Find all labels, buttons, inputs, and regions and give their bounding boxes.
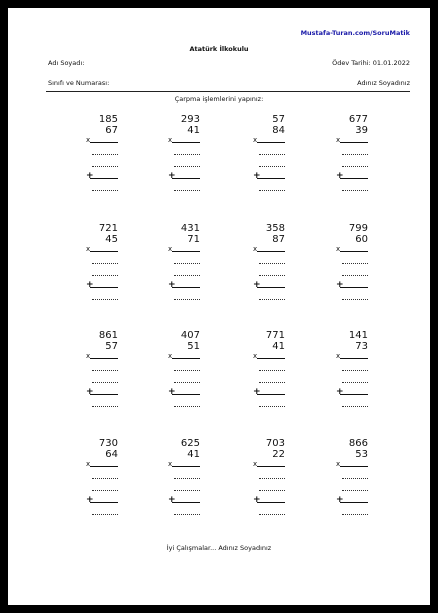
multiply-sign: x	[336, 460, 341, 468]
partial-product-line[interactable]	[342, 382, 368, 383]
multiply-sign: x	[336, 245, 341, 253]
partial-product-line[interactable]	[174, 370, 200, 371]
sum-line	[257, 178, 285, 179]
multiplier: 87	[272, 234, 285, 245]
multiplier: 73	[355, 341, 368, 352]
answer-line	[90, 251, 118, 252]
multiplicand: 293	[180, 114, 200, 125]
plus-sign: +	[253, 495, 261, 505]
homework-date: Ödev Tarihi: 01.01.2022	[332, 59, 410, 67]
partial-product-line[interactable]	[92, 154, 118, 155]
plus-sign: +	[336, 171, 344, 181]
sum-line	[90, 394, 118, 395]
multiplication-problem	[336, 114, 368, 214]
result-line[interactable]	[259, 190, 285, 191]
answer-line	[340, 466, 368, 467]
multiply-sign: x	[86, 352, 91, 360]
multiply-sign: x	[336, 352, 341, 360]
sum-line	[172, 287, 200, 288]
plus-sign: +	[86, 387, 94, 397]
result-line[interactable]	[342, 514, 368, 515]
header-divider	[46, 91, 410, 92]
multiply-sign: x	[336, 136, 341, 144]
sum-line	[257, 394, 285, 395]
multiplicand: 407	[180, 330, 200, 341]
multiplication-problem	[253, 114, 285, 214]
multiplicand: 861	[98, 330, 118, 341]
multiplier: 39	[355, 125, 368, 136]
answer-line	[340, 251, 368, 252]
plus-sign: +	[86, 171, 94, 181]
multiplication-problem	[168, 114, 200, 214]
multiplier: 67	[105, 125, 118, 136]
partial-product-line[interactable]	[92, 478, 118, 479]
partial-product-line[interactable]	[92, 370, 118, 371]
result-line[interactable]	[174, 299, 200, 300]
multiplicand: 799	[348, 223, 368, 234]
plus-sign: +	[168, 495, 176, 505]
multiplicand: 141	[348, 330, 368, 341]
multiplier: 22	[272, 449, 285, 460]
partial-product-line[interactable]	[259, 478, 285, 479]
multiplier: 60	[355, 234, 368, 245]
multiplication-problem	[336, 330, 368, 430]
partial-product-line[interactable]	[174, 166, 200, 167]
multiplier: 71	[187, 234, 200, 245]
plus-sign: +	[336, 280, 344, 290]
answer-line	[172, 466, 200, 467]
multiplication-problem	[253, 438, 285, 538]
multiply-sign: x	[253, 460, 258, 468]
sum-line	[172, 178, 200, 179]
instruction-text: Çarpma işlemlerini yapınız:	[174, 95, 264, 103]
plus-sign: +	[86, 495, 94, 505]
answer-line	[257, 251, 285, 252]
partial-product-line[interactable]	[342, 166, 368, 167]
sum-line	[340, 394, 368, 395]
multiply-sign: x	[168, 352, 173, 360]
multiplier: 41	[187, 449, 200, 460]
sum-line	[257, 502, 285, 503]
sum-line	[90, 502, 118, 503]
partial-product-line[interactable]	[259, 370, 285, 371]
multiply-sign: x	[253, 245, 258, 253]
partial-product-line[interactable]	[174, 478, 200, 479]
result-line[interactable]	[342, 406, 368, 407]
result-line[interactable]	[259, 406, 285, 407]
worksheet-page	[8, 8, 430, 605]
multiply-sign: x	[253, 352, 258, 360]
sum-line	[172, 502, 200, 503]
partial-product-line[interactable]	[174, 275, 200, 276]
multiplier: 57	[105, 341, 118, 352]
result-line[interactable]	[174, 514, 200, 515]
partial-product-line[interactable]	[342, 275, 368, 276]
answer-line	[172, 358, 200, 359]
plus-sign: +	[86, 280, 94, 290]
partial-product-line[interactable]	[342, 263, 368, 264]
multiplicand: 625	[180, 438, 200, 449]
result-line[interactable]	[259, 299, 285, 300]
footer-text: İyi Çalışmalar... Adınız Soyadınız	[166, 544, 272, 552]
sum-line	[340, 178, 368, 179]
partial-product-line[interactable]	[259, 275, 285, 276]
multiplicand: 431	[180, 223, 200, 234]
multiplier: 64	[105, 449, 118, 460]
partial-product-line[interactable]	[174, 263, 200, 264]
multiply-sign: x	[168, 136, 173, 144]
plus-sign: +	[336, 495, 344, 505]
partial-product-line[interactable]	[342, 370, 368, 371]
result-line[interactable]	[92, 190, 118, 191]
answer-line	[340, 142, 368, 143]
partial-product-line[interactable]	[259, 166, 285, 167]
multiplicand: 677	[348, 114, 368, 125]
partial-product-line[interactable]	[92, 166, 118, 167]
multiply-sign: x	[86, 245, 91, 253]
class-number-label: Sınıfı ve Numarası:	[48, 79, 110, 87]
result-line[interactable]	[174, 406, 200, 407]
result-line[interactable]	[174, 190, 200, 191]
multiply-sign: x	[168, 460, 173, 468]
partial-product-line[interactable]	[259, 382, 285, 383]
partial-product-line[interactable]	[174, 382, 200, 383]
multiply-sign: x	[86, 460, 91, 468]
multiplier: 53	[355, 449, 368, 460]
multiplier: 51	[187, 341, 200, 352]
multiplicand: 721	[98, 223, 118, 234]
plus-sign: +	[168, 387, 176, 397]
multiplication-problem	[86, 330, 118, 430]
multiplier: 84	[272, 125, 285, 136]
multiply-sign: x	[168, 245, 173, 253]
answer-line	[257, 142, 285, 143]
multiplication-problem	[86, 223, 118, 323]
multiplicand: 866	[348, 438, 368, 449]
answer-line	[90, 142, 118, 143]
multiplication-problem	[86, 114, 118, 214]
multiplier: 45	[105, 234, 118, 245]
answer-line	[340, 358, 368, 359]
multiplication-problem	[86, 438, 118, 538]
sum-line	[172, 394, 200, 395]
multiply-sign: x	[253, 136, 258, 144]
partial-product-line[interactable]	[92, 490, 118, 491]
multiplication-problem	[168, 330, 200, 430]
answer-line	[257, 358, 285, 359]
answer-line	[172, 142, 200, 143]
answer-line	[172, 251, 200, 252]
answer-line	[90, 358, 118, 359]
multiplier: 41	[187, 125, 200, 136]
multiplier: 41	[272, 341, 285, 352]
partial-product-line[interactable]	[92, 382, 118, 383]
multiplication-problem	[168, 223, 200, 323]
multiplicand: 730	[98, 438, 118, 449]
multiplication-problem	[253, 223, 285, 323]
partial-product-line[interactable]	[342, 478, 368, 479]
result-line[interactable]	[342, 190, 368, 191]
multiplication-problem	[253, 330, 285, 430]
name-label: Adı Soyadı:	[48, 59, 85, 67]
multiplicand: 771	[265, 330, 285, 341]
plus-sign: +	[253, 171, 261, 181]
plus-sign: +	[253, 280, 261, 290]
partial-product-line[interactable]	[174, 490, 200, 491]
result-line[interactable]	[92, 299, 118, 300]
sum-line	[257, 287, 285, 288]
multiplication-problem	[336, 438, 368, 538]
partial-product-line[interactable]	[92, 275, 118, 276]
multiplicand: 185	[98, 114, 118, 125]
partial-product-line[interactable]	[174, 154, 200, 155]
partial-product-line[interactable]	[342, 490, 368, 491]
student-name: Adınız Soyadınız	[357, 79, 410, 87]
answer-line	[257, 466, 285, 467]
school-name: Atatürk İlkokulu	[189, 45, 249, 53]
partial-product-line[interactable]	[342, 154, 368, 155]
multiplicand: 703	[265, 438, 285, 449]
result-line[interactable]	[342, 299, 368, 300]
multiply-sign: x	[86, 136, 91, 144]
plus-sign: +	[168, 280, 176, 290]
multiplication-problem	[168, 438, 200, 538]
multiplicand: 57	[272, 114, 285, 125]
result-line[interactable]	[92, 514, 118, 515]
partial-product-line[interactable]	[259, 490, 285, 491]
answer-line	[90, 466, 118, 467]
sum-line	[90, 178, 118, 179]
partial-product-line[interactable]	[259, 154, 285, 155]
plus-sign: +	[168, 171, 176, 181]
website-link[interactable]: Mustafa-Turan.com/SoruMatik	[300, 29, 410, 37]
partial-product-line[interactable]	[259, 263, 285, 264]
multiplicand: 358	[265, 223, 285, 234]
result-line[interactable]	[92, 406, 118, 407]
sum-line	[340, 502, 368, 503]
multiplication-problem	[336, 223, 368, 323]
sum-line	[90, 287, 118, 288]
partial-product-line[interactable]	[92, 263, 118, 264]
sum-line	[340, 287, 368, 288]
plus-sign: +	[253, 387, 261, 397]
result-line[interactable]	[259, 514, 285, 515]
plus-sign: +	[336, 387, 344, 397]
